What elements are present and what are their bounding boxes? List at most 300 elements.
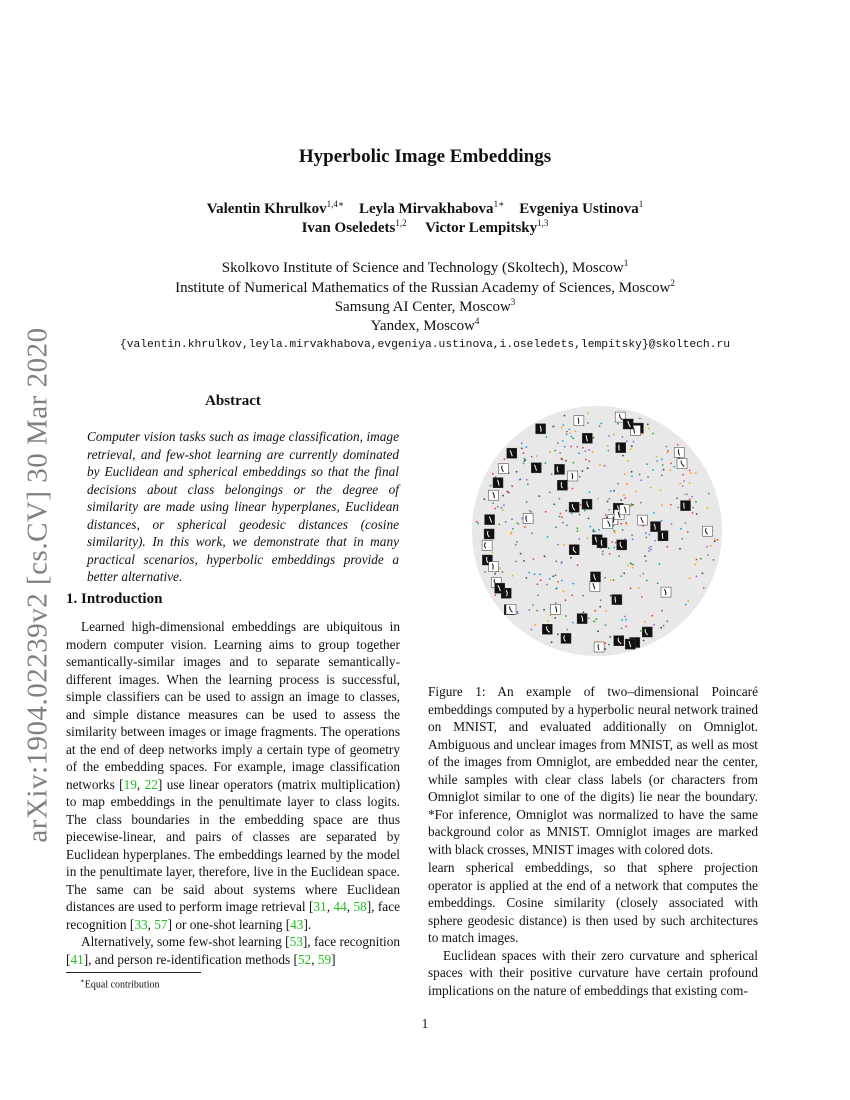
embedding-point (490, 485, 492, 487)
embedding-point (566, 524, 568, 526)
embedding-point (631, 475, 633, 477)
embedding-point (621, 619, 623, 621)
image-thumbnail (658, 531, 668, 541)
embedding-point (571, 513, 573, 515)
embedding-point (648, 428, 650, 430)
embedding-point (565, 615, 567, 617)
citation-link[interactable]: 19 (123, 776, 137, 792)
embedding-point (630, 562, 632, 564)
image-thumbnail (612, 595, 622, 605)
embedding-point (613, 434, 615, 436)
embedding-point (586, 537, 588, 539)
affiliation-text: Skolkovo Institute of Science and Technology (Skoltech), Moscow (221, 260, 624, 276)
embedding-point (696, 559, 698, 561)
embedding-point (512, 575, 514, 577)
embedding-point (569, 429, 571, 431)
citation-link[interactable]: 59 (317, 951, 332, 967)
embedding-point (524, 526, 526, 528)
embedding-point (557, 581, 559, 583)
embedding-point (511, 485, 513, 487)
embedding-point (511, 518, 513, 520)
text-run: , (346, 899, 354, 914)
paper-title: Hyperbolic Image Embeddings (298, 146, 552, 167)
embedding-point (610, 595, 612, 597)
embedding-point (545, 462, 547, 464)
image-thumbnail (506, 604, 516, 614)
embedding-point (539, 573, 541, 575)
embedding-point (609, 636, 611, 638)
citation-link[interactable]: 31 (313, 899, 327, 914)
embedding-point (570, 446, 572, 448)
author-affil-mark: 1∗ (493, 199, 505, 209)
embedding-point (517, 611, 519, 613)
embedding-point (502, 509, 504, 511)
embedding-point (532, 604, 534, 606)
embedding-point (707, 554, 709, 556)
embedding-point (643, 640, 645, 642)
embedding-point (551, 641, 553, 643)
author-name: Valentin Khrulkov (206, 201, 327, 217)
embedding-point (578, 452, 580, 454)
embedding-point (605, 642, 607, 644)
author-name: Evgeniya Ustinova (519, 201, 639, 217)
image-thumbnail (523, 514, 533, 524)
citation-link[interactable]: 58 (353, 899, 367, 914)
embedding-point (554, 617, 556, 619)
embedding-point (660, 627, 662, 629)
embedding-point (653, 512, 655, 514)
embedding-point (620, 575, 622, 577)
embedding-point (649, 534, 651, 536)
embedding-point (714, 540, 716, 542)
embedding-point (576, 446, 578, 448)
embedding-point (645, 532, 647, 534)
embedding-point (666, 446, 668, 448)
embedding-point (585, 459, 587, 461)
embedding-point (501, 507, 503, 509)
embedding-point (579, 476, 581, 478)
embedding-point (626, 440, 628, 442)
embedding-point (503, 504, 505, 506)
embedding-point (632, 539, 634, 541)
text-run: ], face recognition [ (66, 899, 401, 932)
embedding-point (554, 450, 556, 452)
embedding-point (685, 604, 687, 606)
embedding-point (622, 436, 624, 438)
image-thumbnail (594, 642, 604, 652)
embedding-point (502, 571, 504, 573)
embedding-point (620, 499, 622, 501)
embedding-point (553, 503, 555, 505)
footnote-text: Equal contribution (84, 979, 160, 991)
embedding-point (564, 415, 566, 417)
embedding-point (659, 563, 661, 565)
embedding-point (593, 621, 595, 623)
embedding-point (626, 523, 628, 525)
embedding-point (566, 434, 568, 436)
embedding-point (656, 460, 658, 462)
embedding-point (642, 573, 644, 575)
embedding-point (536, 455, 538, 457)
intro-paragraph-1 (66, 618, 400, 933)
author-name: Ivan Oseledets (301, 220, 396, 236)
embedding-point (552, 426, 554, 428)
embedding-point (670, 504, 672, 506)
embedding-point (551, 473, 553, 475)
embedding-point (630, 505, 632, 507)
right-column-body (428, 859, 758, 999)
embedding-point (661, 504, 663, 506)
embedding-point (644, 621, 646, 623)
image-thumbnail (569, 502, 579, 512)
embedding-point (645, 560, 647, 562)
author-name: Leyla Mirvakhabova (358, 201, 494, 217)
embedding-point (695, 472, 697, 474)
citation-link[interactable]: 57 (154, 916, 168, 932)
embedding-point (689, 577, 691, 579)
embedding-point (663, 625, 665, 627)
embedding-point (565, 460, 567, 462)
image-thumbnail (498, 464, 508, 474)
embedding-point (538, 495, 540, 497)
embedding-point (648, 550, 650, 552)
embedding-point (632, 564, 634, 566)
embedding-point (498, 524, 500, 526)
embedding-point (561, 561, 563, 563)
image-thumbnail (674, 447, 684, 457)
affiliation-3 (0, 297, 850, 316)
citation-link[interactable]: 44 (333, 899, 347, 914)
embedding-point (617, 483, 619, 485)
embedding-point (566, 431, 568, 433)
figure-caption: Figure 1: An example of two–dimensional Poincaré embeddings computed by a hyperbolic neural network trained on MNIST, and evaluated additionally on Omniglot. Ambiguous and unclear images from MNIST, as well as most of the images from Omniglot, are embedded near the center, while samples with clear class labels (or characters from Omniglot similar to one of the digits) lie near the boundary. *For inference, Omniglot was normalized to have the same background color as MNIST. Omniglot images are marked with black crosses, MNIST images with colored dots. (428, 684, 758, 857)
affiliation-text: Samsung AI Center, Moscow (334, 299, 511, 315)
embedding-point (555, 560, 557, 562)
embedding-point (497, 506, 499, 508)
embedding-point (627, 565, 629, 567)
embedding-point (566, 629, 568, 631)
embedding-point (527, 484, 529, 486)
introduction-body (66, 618, 400, 968)
embedding-point (582, 595, 584, 597)
embedding-point (689, 470, 691, 472)
embedding-point (523, 560, 525, 562)
embedding-point (656, 456, 658, 458)
embedding-point (555, 526, 557, 528)
embedding-point (608, 644, 610, 646)
embedding-point (587, 413, 589, 415)
embedding-point (544, 555, 546, 557)
embedding-point (571, 594, 573, 596)
embedding-point (632, 567, 634, 569)
affiliation-mark: 2 (670, 278, 675, 288)
embedding-point (556, 587, 558, 589)
embedding-point (602, 553, 604, 555)
abstract-text: Computer vision tasks such as image classification, image retrieval, and few-shot learning are currently dominated by Euclidean and spherical embeddings so that the final decisions about class belongings or the degree of similarity are made using linear hyperplanes, Euclidean distances, or spherical geodesic distances (cosine similarity). In this work, we demonstrate that in many practical scenarios, hyperbolic embeddings provide a better alternative. (87, 429, 399, 584)
embedding-point (642, 433, 644, 435)
embedding-point (683, 493, 685, 495)
embedding-point (657, 582, 659, 584)
image-thumbnail (484, 529, 494, 539)
embedding-point (654, 540, 656, 542)
image-thumbnail (493, 478, 503, 488)
embedding-point (661, 520, 663, 522)
embedding-point (652, 433, 654, 435)
text-run: ] (331, 951, 336, 967)
image-thumbnail (590, 581, 600, 591)
image-thumbnail (681, 501, 691, 511)
embedding-point (571, 436, 573, 438)
embedding-point (588, 449, 590, 451)
embedding-point (477, 523, 479, 525)
embedding-point (695, 501, 697, 503)
text-run: ] or one-shot learning [ (167, 916, 291, 932)
embedding-point (545, 511, 547, 513)
embedding-point (587, 422, 589, 424)
embedding-point (494, 508, 496, 510)
embedding-point (650, 549, 652, 551)
embedding-point (543, 609, 545, 611)
embedding-point (613, 547, 615, 549)
embedding-point (670, 463, 672, 465)
embedding-point (572, 488, 574, 490)
embedding-point (562, 522, 564, 524)
footnote-mark: ∗ (80, 977, 85, 985)
embedding-point (572, 622, 574, 624)
embedding-point (587, 467, 589, 469)
image-thumbnail (616, 443, 626, 453)
embedding-point (717, 539, 719, 541)
embedding-point (547, 620, 549, 622)
embedding-point (592, 530, 594, 532)
embedding-point (630, 587, 632, 589)
embedding-point (565, 510, 567, 512)
embedding-point (610, 490, 612, 492)
text-run: , (311, 951, 318, 967)
embedding-point (534, 573, 536, 575)
embedding-point (702, 572, 704, 574)
embedding-point (561, 516, 563, 518)
embedding-point (559, 452, 561, 454)
author-affil-mark: 1,3 (537, 218, 549, 228)
embedding-point (561, 427, 563, 429)
embedding-point (605, 610, 607, 612)
embedding-point (673, 466, 675, 468)
embedding-point (523, 458, 525, 460)
embedding-point (502, 495, 504, 497)
image-thumbnail (531, 463, 541, 473)
embedding-point (623, 494, 625, 496)
embedding-point (638, 587, 640, 589)
embedding-point (492, 502, 494, 504)
embedding-point (647, 423, 649, 425)
embedding-point (505, 521, 507, 523)
image-thumbnail (488, 490, 498, 500)
embedding-point (677, 444, 679, 446)
image-thumbnail (591, 572, 601, 582)
embedding-point (640, 630, 642, 632)
embedding-point (510, 533, 512, 535)
embedding-point (536, 610, 538, 612)
embedding-point (631, 503, 633, 505)
embedding-point (600, 422, 602, 424)
embedding-point (692, 507, 694, 509)
citation-link[interactable]: 41 (70, 951, 84, 967)
embedding-point (537, 583, 539, 585)
text-run: Learned high-dimensional embeddings are ubiquitous in modern computer vision. Learning aims to group together semantically-similar images and to separate semantically-different images. When the learning process is successful, simple classifiers can be used to assign an image to classes, and simple distance measures can be used to assess the similarity between images or image fragments. The operations at the end of deep networks imply a certain type of geometry of the embedding spaces. For example, image classification networks [ (66, 619, 400, 792)
embedding-point (679, 548, 681, 550)
embedding-point (561, 580, 563, 582)
affiliation-mark: 4 (474, 316, 480, 326)
right-paragraph-1: learn spherical embeddings, so that sphere projection operator is applied at the end of a network that computes the embeddings. Cosine similarity (closely associated with sphere geodesic distance) is then used by such architectures to match images. (428, 860, 758, 945)
embedding-point (677, 507, 679, 509)
embedding-point (687, 531, 689, 533)
embedding-point (560, 458, 562, 460)
image-thumbnail (569, 545, 579, 555)
embedding-point (476, 521, 478, 523)
embedding-point (599, 425, 601, 427)
citation-link[interactable]: 43 (290, 916, 304, 932)
embedding-point (625, 626, 627, 628)
embedding-point (572, 438, 574, 440)
author-line-2 (0, 218, 850, 237)
digit-glyph (662, 533, 663, 539)
embedding-point (644, 555, 646, 557)
page-number: 1 (421, 1016, 429, 1031)
author-name: Victor Lempitsky (425, 220, 538, 236)
embedding-point (685, 522, 687, 524)
embedding-point (706, 546, 708, 548)
embedding-point (661, 610, 663, 612)
embedding-point (651, 615, 653, 617)
embedding-point (600, 599, 602, 601)
embedding-point (661, 474, 663, 476)
embedding-point (640, 479, 642, 481)
embedding-point (660, 490, 662, 492)
embedding-point (614, 532, 616, 534)
affiliation-mark: 3 (510, 297, 516, 307)
embedding-point (607, 445, 609, 447)
embedding-point (689, 482, 691, 484)
embedding-point (547, 536, 549, 538)
embedding-point (666, 452, 668, 454)
embedding-point (604, 577, 606, 579)
embedding-point (604, 648, 606, 650)
embedding-point (631, 471, 633, 473)
text-run: , (326, 899, 334, 914)
text-run: Alternatively, some few-shot learning [ (81, 934, 290, 949)
embedding-point (584, 510, 586, 512)
embedding-point (492, 551, 494, 553)
embedding-point (667, 450, 669, 452)
embedding-point (625, 619, 627, 621)
embedding-point (689, 498, 691, 500)
embedding-point (713, 559, 715, 561)
affiliation-4 (0, 316, 850, 335)
embedding-point (549, 578, 551, 580)
embedding-point (602, 551, 604, 553)
citation-link[interactable]: 22 (144, 776, 158, 792)
embedding-point (520, 478, 522, 480)
affiliation-text: Institute of Numerical Mathematics of the Russian Academy of Sciences, Moscow (175, 280, 671, 296)
author-emails: {valentin.khrulkov,leyla.mirvakhabova,evgeniya.ustinova,i.oseledets,lempitsky}@skoltech.ru (119, 339, 731, 351)
citation-link[interactable]: 53 (289, 934, 303, 949)
embedding-point (671, 523, 673, 525)
embedding-point (687, 600, 689, 602)
embedding-point (516, 471, 518, 473)
text-run: , (136, 776, 145, 792)
embedding-point (639, 418, 641, 420)
figure-poincare-embeddings (450, 386, 740, 676)
embedding-point (555, 602, 557, 604)
abstract-heading: Abstract (205, 393, 261, 409)
embedding-point (517, 613, 519, 615)
embedding-point (681, 538, 683, 540)
image-thumbnail (703, 526, 713, 536)
embedding-point (682, 474, 684, 476)
embedding-point (494, 594, 496, 596)
embedding-point (606, 517, 608, 519)
embedding-point (512, 528, 514, 530)
embedding-point (526, 501, 528, 503)
embedding-point (620, 523, 622, 525)
embedding-point (549, 491, 551, 493)
embedding-point (499, 567, 501, 569)
embedding-point (639, 474, 641, 476)
citation-link[interactable]: 33 (134, 916, 148, 932)
embedding-point (624, 616, 626, 618)
embedding-point (605, 514, 607, 516)
image-thumbnail (617, 540, 627, 550)
embedding-point (508, 492, 510, 494)
embedding-point (534, 624, 536, 626)
embedding-point (653, 624, 655, 626)
embedding-point (690, 472, 692, 474)
embedding-point (631, 534, 633, 536)
embedding-point (549, 615, 551, 617)
digit-glyph (615, 597, 616, 603)
embedding-point (624, 473, 626, 475)
embedding-point (682, 485, 684, 487)
embedding-point (696, 513, 698, 515)
text-run: ], face recognition [ (66, 934, 401, 967)
embedding-point (608, 547, 610, 549)
embedding-point (608, 435, 610, 437)
embedding-point (552, 575, 554, 577)
embedding-point (686, 493, 688, 495)
embedding-point (617, 423, 619, 425)
text-run: ]. (303, 916, 312, 932)
embedding-point (516, 541, 518, 543)
text-run: ] use linear operators (matrix multiplication) to map embeddings in the penultimate layer to class logits. The class boundaries in the embedding space are thus piecewise-linear, and pairs of classes are separated by Euclidean hyperplanes. The embeddings learned by the model in the penultimate layer, therefore, live in the Euclidean space. The same can be said about systems where Euclidean distances are used to perform image retrieval [ (66, 776, 401, 914)
embedding-point (596, 618, 598, 620)
embedding-point (707, 507, 709, 509)
citation-link[interactable]: 52 (297, 951, 312, 967)
embedding-point (692, 512, 694, 514)
embedding-point (565, 599, 567, 601)
embedding-point (676, 497, 678, 499)
embedding-point (605, 624, 607, 626)
embedding-point (622, 455, 624, 457)
author-affil-mark: 1,4∗ (326, 199, 344, 209)
embedding-point (623, 572, 625, 574)
embedding-point (652, 469, 654, 471)
embedding-point (640, 502, 642, 504)
image-thumbnail (482, 540, 492, 550)
embedding-point (546, 436, 548, 438)
embedding-point (622, 529, 624, 531)
image-thumbnail (551, 604, 561, 614)
